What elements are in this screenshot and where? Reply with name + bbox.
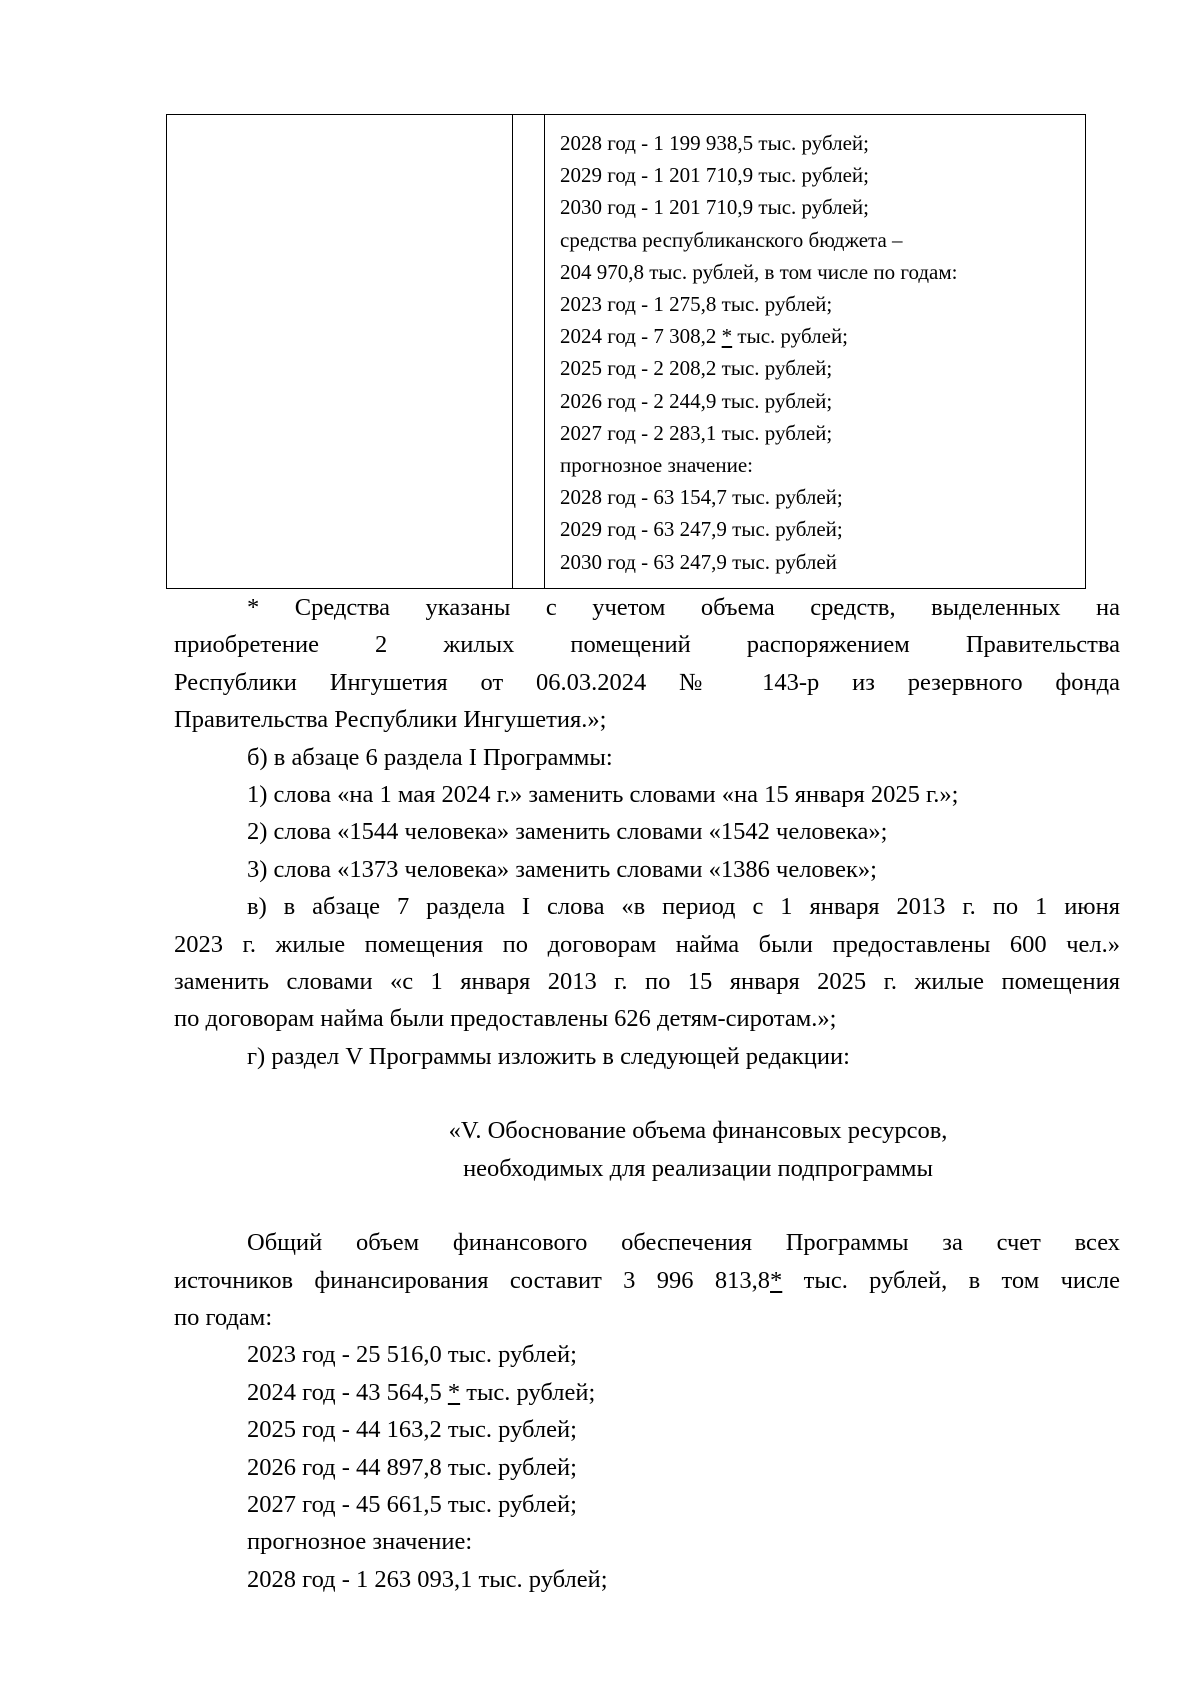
funding-cell: [547, 115, 1085, 588]
section-heading-line: «V. Обоснование объема финансовых ресурсов,: [448, 1117, 948, 1145]
document-body: [174, 589, 1120, 1598]
forecast-label: прогнозное значение:: [247, 1528, 473, 1556]
total-text: источников финансирования составит 3 996 813,8: [174, 1266, 771, 1294]
funding-line: прогнозное значение:: [560, 453, 753, 478]
funding-table: [166, 114, 1086, 589]
year-line: 2026 год - 44 897,8 тыс. рублей;: [247, 1453, 577, 1481]
funding-line: 2030 год - 63 247,9 тыс. рублей: [560, 549, 837, 574]
funding-line-text: тыс. рублей;: [732, 324, 849, 349]
amendment-b1: 1) слова «на 1 мая 2024 г.» заменить словами «на 15 января 2025 г.»;: [247, 781, 959, 809]
footnote-mark: *: [770, 1266, 783, 1294]
year-line: 2028 год - 1 263 093,1 тыс. рублей;: [247, 1565, 608, 1593]
amendment-b2: 2) слова «1544 человека» заменить словами «1542 человека»;: [247, 818, 888, 846]
funding-line: 2025 год - 2 208,2 тыс. рублей;: [560, 356, 833, 381]
year-line-2024: [174, 1374, 1120, 1411]
funding-line: 2029 год - 1 201 710,9 тыс. рублей;: [560, 163, 870, 188]
funding-line: 2028 год - 63 154,7 тыс. рублей;: [560, 485, 843, 510]
funding-line: 2027 год - 2 283,1 тыс. рублей;: [560, 420, 833, 445]
footnote-mark: *: [447, 1378, 461, 1406]
funding-line-2024: [560, 320, 1085, 352]
amendment-v-line: заменить словами «с 1 января 2013 г. по 15 января 2025 г. жилые помещения: [174, 968, 1120, 996]
funding-line: 204 970,8 тыс. рублей, в том числе по годам:: [560, 259, 958, 284]
amendment-v-line: в) в абзаце 7 раздела I слова «в период с 1 января 2013 г. по 1 июня: [247, 893, 1120, 921]
footnote-line: Правительства Республики Ингушетия.»;: [174, 706, 607, 734]
total-line: по годам:: [174, 1303, 273, 1331]
year-line: 2023 год - 25 516,0 тыс. рублей;: [247, 1341, 577, 1369]
amendment-v-line: по договорам найма были предоставлены 626 детям-сиротам.»;: [174, 1005, 837, 1033]
amendment-b3: 3) слова «1373 человека» заменить словами «1386 человек»;: [247, 855, 877, 883]
funding-line: 2028 год - 1 199 938,5 тыс. рублей;: [560, 131, 870, 155]
funding-line: 2029 год - 63 247,9 тыс. рублей;: [560, 517, 843, 542]
year-text: тыс. рублей;: [460, 1378, 596, 1406]
year-text: 2024 год - 43 564,5: [247, 1378, 448, 1406]
footnote-line: приобретение 2 жилых помещений распоряжением Правительства: [174, 631, 1120, 659]
funding-line: средства республиканского бюджета –: [560, 227, 903, 252]
table-separator-column: [512, 115, 545, 588]
total-text: тыс. рублей, в том числе: [782, 1266, 1120, 1294]
amendment-b: б) в абзаце 6 раздела I Программы:: [247, 743, 613, 771]
year-line: 2027 год - 45 661,5 тыс. рублей;: [247, 1490, 577, 1518]
amendment-v-line: 2023 г. жилые помещения по договорам найма были предоставлены 600 чел.»: [174, 930, 1120, 958]
funding-line: 2026 год - 2 244,9 тыс. рублей;: [560, 388, 833, 413]
footnote-line: * Средства указаны с учетом объема средств, выделенных на: [247, 594, 1120, 621]
year-line: 2025 год - 44 163,2 тыс. рублей;: [247, 1416, 577, 1444]
funding-line: 2030 год - 1 201 710,9 тыс. рублей;: [560, 195, 870, 220]
footnote-line: Республики Ингушетия от 06.03.2024 № 143-р из резервного фонда: [174, 668, 1120, 696]
total-line: [174, 1262, 1120, 1299]
funding-line: 2023 год - 1 275,8 тыс. рублей;: [560, 292, 833, 317]
funding-line-text: 2024 год - 7 308,2: [560, 324, 722, 349]
footnote-mark: *: [721, 324, 733, 349]
amendment-g: г) раздел V Программы изложить в следующей редакции:: [247, 1042, 850, 1070]
section-heading-line: необходимых для реализации подпрограммы: [463, 1154, 933, 1182]
total-line: Общий объем финансового обеспечения Программы за счет всех: [247, 1229, 1120, 1257]
